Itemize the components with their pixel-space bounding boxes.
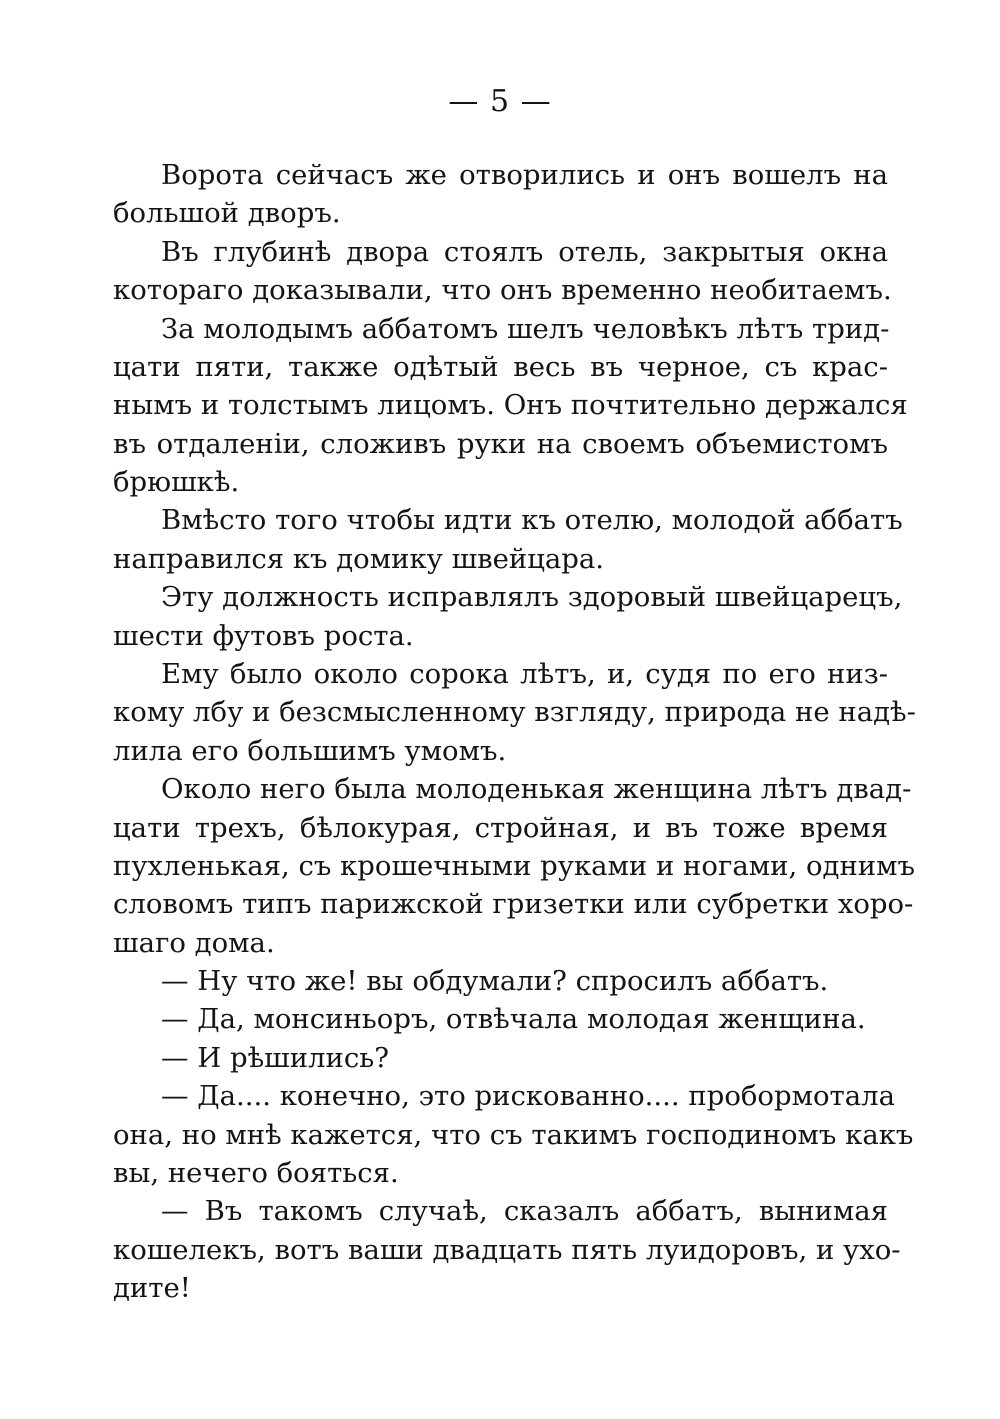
text-line: дите! — [113, 1272, 191, 1304]
text-line: Ему было около сорока лѣтъ, и, судя по его низ- — [161, 658, 888, 690]
text-line: лила его большимъ умомъ. — [113, 735, 507, 767]
text-line: кошелекъ, вотъ ваши двадцать пять луидоровъ, и ухо- — [113, 1234, 901, 1266]
text-line: шаго дома. — [113, 927, 275, 959]
text-line: — И рѣшились? — [161, 1042, 389, 1074]
text-line: она, но мнѣ кажется, что съ такимъ господиномъ какъ — [113, 1119, 914, 1151]
text-line: въ отдаленіи, сложивъ руки на своемъ объемистомъ — [113, 428, 888, 460]
text-line: — Въ такомъ случаѣ, сказалъ аббатъ, вынимая — [161, 1195, 888, 1227]
text-line: брюшкѣ. — [113, 466, 240, 498]
text-line: Въ глубинѣ двора стоялъ отель, закрытыя окна — [161, 236, 888, 268]
page-number: — 5 — — [448, 84, 552, 119]
text-line: За молодымъ аббатомъ шелъ человѣкъ лѣтъ трид- — [161, 313, 890, 345]
text-line: нымъ и толстымъ лицомъ. Онъ почтительно держался — [113, 389, 908, 421]
text-line: — Да.... конечно, это рискованно.... пробормотала — [161, 1080, 896, 1112]
text-line: — Да, монсиньоръ, отвѣчала молодая женщина. — [161, 1003, 866, 1035]
text-line: цати пяти, также одѣтый весь въ черное, съ крас- — [113, 351, 888, 383]
text-line: — Ну что же! вы обдумали? спросилъ аббатъ. — [161, 965, 829, 997]
text-line: кому лбу и безсмысленному взгляду, природа не надѣ- — [113, 696, 916, 728]
text-line: вы, нечего бояться. — [113, 1157, 399, 1189]
text-line: направился къ домику швейцара. — [113, 543, 605, 575]
text-line: Ворота сейчасъ же отворились и онъ вошелъ на — [161, 159, 888, 191]
text-line: цати трехъ, бѣлокурая, стройная, и въ тоже время — [113, 812, 888, 844]
text-line: большой дворъ. — [113, 197, 341, 229]
text-line: Эту должность исправлялъ здоровый швейцарецъ, — [161, 581, 903, 613]
text-line: Вмѣсто того чтобы идти къ отелю, молодой аббатъ — [161, 504, 903, 536]
text-line: котораго доказывали, что онъ временно необитаемъ. — [113, 274, 892, 306]
text-line: шести футовъ роста. — [113, 620, 414, 652]
text-line: пухленькая, съ крошечными руками и ногами, однимъ — [113, 850, 915, 882]
text-line: Около него была молоденькая женщина лѣтъ двад- — [161, 773, 912, 805]
text-line: словомъ типъ парижской гризетки или субретки хоро- — [113, 888, 914, 920]
